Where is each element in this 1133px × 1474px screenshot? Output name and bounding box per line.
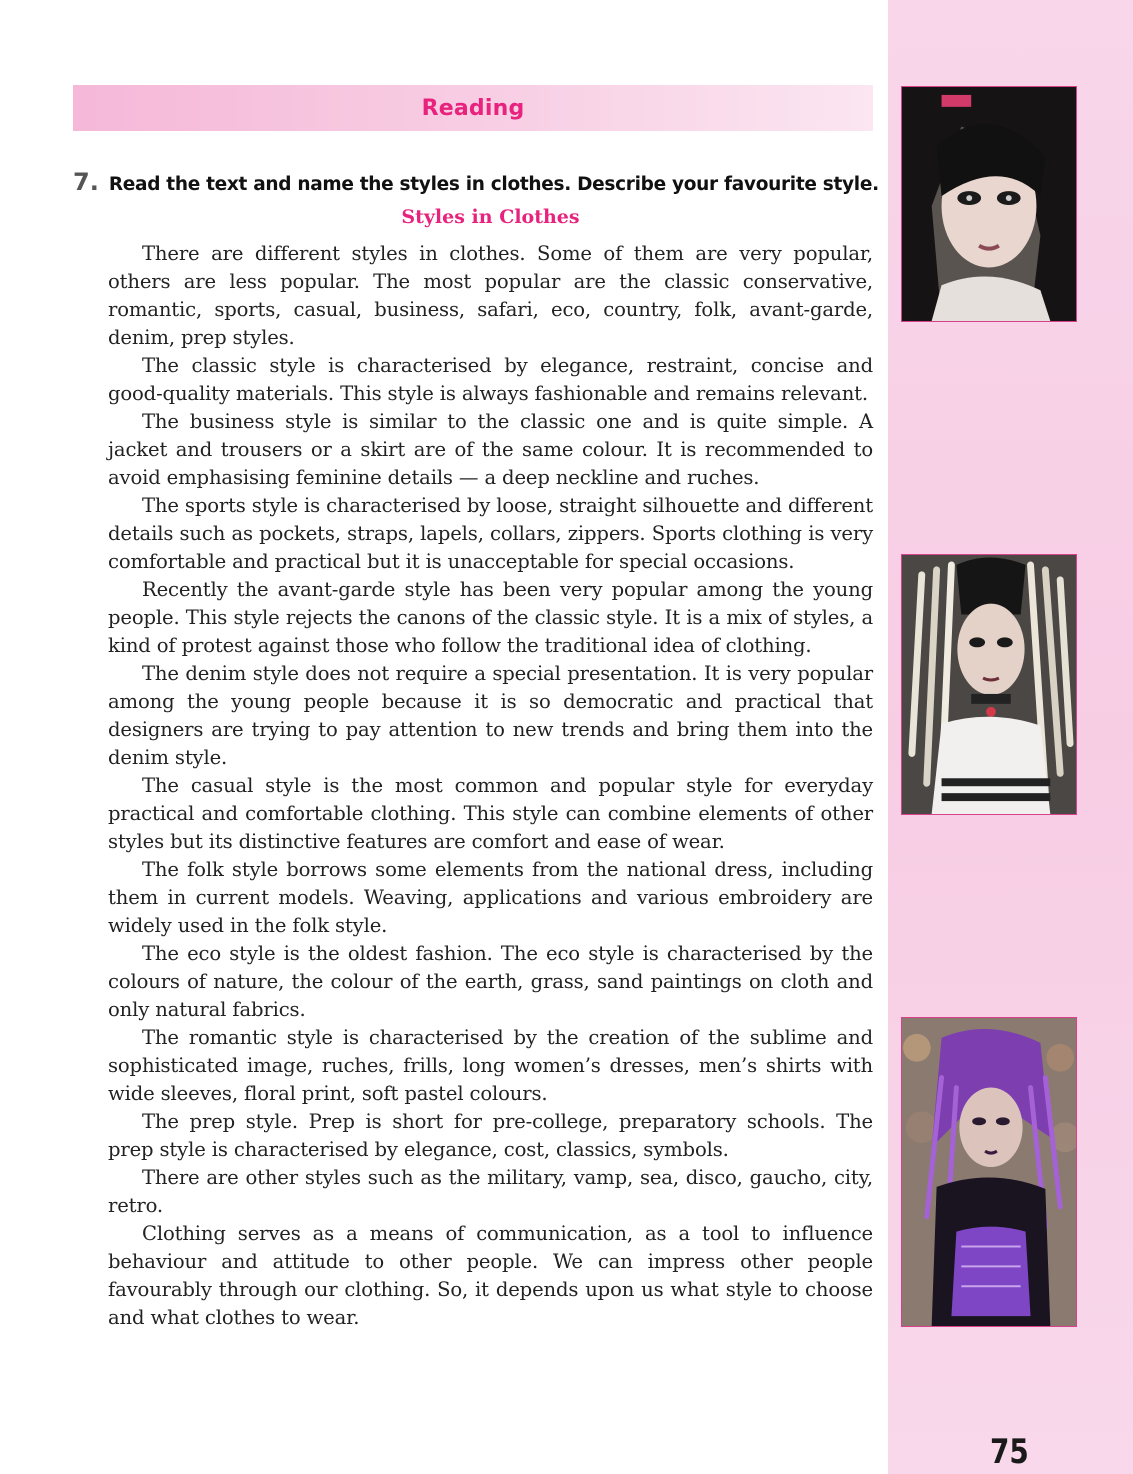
article-body — [108, 240, 873, 1332]
section-title: Reading — [421, 95, 525, 121]
photo-gothic-girl — [901, 86, 1077, 322]
task-instruction — [73, 168, 883, 196]
task-number: 7. — [73, 168, 99, 196]
paragraph: The eco style is the oldest fashion. The eco style is characterised by the colours of nature, the colour of the earth, grass, sand paintings on cloth and only natural fabrics. — [108, 942, 873, 1021]
paragraph: The sports style is characterised by loose, straight silhouette and different details such as pockets, straps, lapels, collars, zippers. Sports clothing is very comfortable and practical but it is unacceptable for special occasions. — [108, 494, 873, 573]
paragraph: The business style is similar to the classic one and is quite simple. A jacket and trousers or a skirt are of the same colour. It is recommended to avoid emphasising feminine details — a deep neckline and ruches. — [108, 410, 873, 489]
paragraph: The classic style is characterised by elegance, restraint, concise and good-quality materials. This style is always fashionable and remains relevant. — [108, 354, 873, 405]
paragraph: The denim style does not require a special presentation. It is very popular among the young people because it is so democratic and practical that designers are trying to pay attention to new trends and bring them into the denim style. — [108, 662, 873, 769]
paragraph: The casual style is the most common and popular style for everyday practical and comfortable clothing. This style can combine elements of other styles but its distinctive features are comfort and ease of wear. — [108, 774, 873, 853]
paragraph: The romantic style is characterised by the creation of the sublime and sophisticated image, ruches, frills, long women’s dresses, men’s shirts with wide sleeves, floral print, soft pastel colours. — [108, 1026, 873, 1105]
article-title: Styles in Clothes — [401, 206, 580, 228]
paragraph: There are different styles in clothes. Some of them are very popular, others are less popular. The most popular are the classic conservative, romantic, sports, casual, business, safari, eco, country, folk, avant-garde, denim, prep styles. — [108, 242, 873, 349]
section-header-bar — [73, 85, 873, 131]
paragraph: Clothing serves as a means of communication, as a tool to influence behaviour and attitude to other people. We can impress other people favourably through our clothing. So, it depends upon us what style to choose and what clothes to wear. — [108, 1222, 873, 1329]
paragraph: The folk style borrows some elements from the national dress, including them in current models. Weaving, applications and various embroidery are widely used in the folk style. — [108, 858, 873, 937]
paragraph: Recently the avant-garde style has been very popular among the young people. This style rejects the canons of the classic style. It is a mix of styles, a kind of protest against those who follow the traditional idea of clothing. — [108, 578, 873, 657]
paragraph: There are other styles such as the military, vamp, sea, disco, gaucho, city, retro. — [108, 1166, 873, 1217]
task-text: Read the text and name the styles in clothes. Describe your favourite style. — [108, 174, 879, 195]
photo-cyber-goth — [901, 554, 1077, 815]
paragraph: The prep style. Prep is short for pre-college, preparatory schools. The prep style is characterised by elegance, cost, classics, symbols. — [108, 1110, 873, 1161]
page-number: 75 — [990, 1432, 1029, 1472]
photo-purple-hair — [901, 1017, 1077, 1327]
